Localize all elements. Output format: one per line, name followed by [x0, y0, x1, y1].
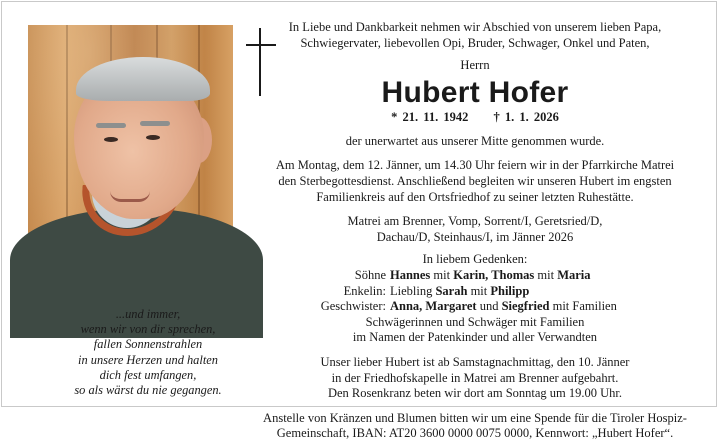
poem-line: dich fest umfangen, [99, 367, 197, 382]
donation-line: Anstelle von Kränzen und Blumen bitten wir um eine Spende für die Tiroler Hospiz- [263, 410, 687, 425]
family-inlaws: Schwägerinnen und Schwäger mit Familien [365, 314, 585, 329]
death-note: der unerwartet aus unserer Mitte genommen wurde. [345, 133, 605, 148]
poem-line: wenn wir von dir sprechen, [80, 322, 216, 337]
portrait-photo [28, 25, 233, 298]
place-line: Matrei am Brenner, Vomp, Sorrent/I, Geretsried/D, [347, 214, 603, 229]
family-godchildren: im Namen der Patenkinder und aller Verwandten [352, 330, 598, 345]
family-name: Hannes [390, 267, 431, 282]
place-line: Dachau/D, Steinhaus/I, im Jänner 2026 [376, 229, 574, 244]
family-connector: und [479, 299, 499, 314]
poem-line: ...und immer, [115, 307, 181, 321]
salutation: Herrn [460, 58, 490, 73]
family-name: Siegfried [501, 299, 550, 314]
donation-line: Gemeinschaft, IBAN: AT20 3600 0000 0075 0000, Kennwort: „Hubert Hofer“. [276, 426, 674, 441]
obituary-text [260, 20, 690, 442]
deceased-name: Hubert Hofer [381, 75, 569, 109]
intro-line: Schwiegervater, liebevollen Opi, Bruder, Schwager, Onkel und Paten, [300, 35, 650, 50]
intro-line: In Liebe und Dankbarkeit nehmen wir Abschied von unserem lieben Papa, [288, 20, 662, 34]
family-connector: mit Familien [552, 299, 617, 314]
family-name: Maria [557, 267, 591, 282]
family-row-siblings [260, 299, 690, 315]
family-heading: In liebem Gedenken: [422, 252, 528, 267]
funeral-line: Am Montag, dem 12. Jänner, um 14.30 Uhr feiern wir in der Pfarrkirche Matrei [275, 158, 675, 173]
family-name: Anna, Margaret [390, 299, 477, 314]
viewing-line: in der Friedhofskapelle in Matrei am Brenner aufgebahrt. [331, 370, 619, 385]
family-row-grandchildren [260, 284, 690, 300]
family-connector: mit [470, 283, 488, 298]
family-connector: mit [537, 267, 555, 282]
memorial-poem [28, 307, 268, 398]
poem-line: so als wärst du nie gegangen. [74, 383, 222, 398]
family-label: Enkelin: [343, 283, 386, 298]
family-list [260, 268, 690, 315]
viewing-line: Den Rosenkranz beten wir dort am Sonntag um 19.00 Uhr. [327, 386, 623, 401]
obituary-card [1, 1, 717, 441]
family-name: Philipp [490, 283, 530, 298]
death-date: † 1. 1. 2026 [493, 109, 559, 124]
family-label: Söhne [354, 267, 386, 282]
birth-date: * 21. 11. 1942 [391, 109, 469, 124]
life-dates [260, 110, 690, 125]
family-name: Sarah [435, 283, 468, 298]
poem-line: in unsere Herzen und halten [78, 352, 218, 367]
family-connector: Liebling [390, 283, 433, 298]
funeral-line: Familienkreis auf den Ortsfriedhof zu seiner letzten Ruhestätte. [316, 189, 634, 204]
family-label: Geschwister: [320, 299, 386, 314]
funeral-line: den Sterbegottesdienst. Anschließend begleiten wir unseren Hubert im engsten [278, 173, 672, 188]
family-name: Karin, Thomas [453, 267, 535, 282]
family-row-sons [260, 268, 690, 284]
family-connector: mit [433, 267, 451, 282]
viewing-line: Unser lieber Hubert ist ab Samstagnachmittag, den 10. Jänner [320, 354, 630, 369]
poem-line: fallen Sonnenstrahlen [93, 337, 203, 352]
